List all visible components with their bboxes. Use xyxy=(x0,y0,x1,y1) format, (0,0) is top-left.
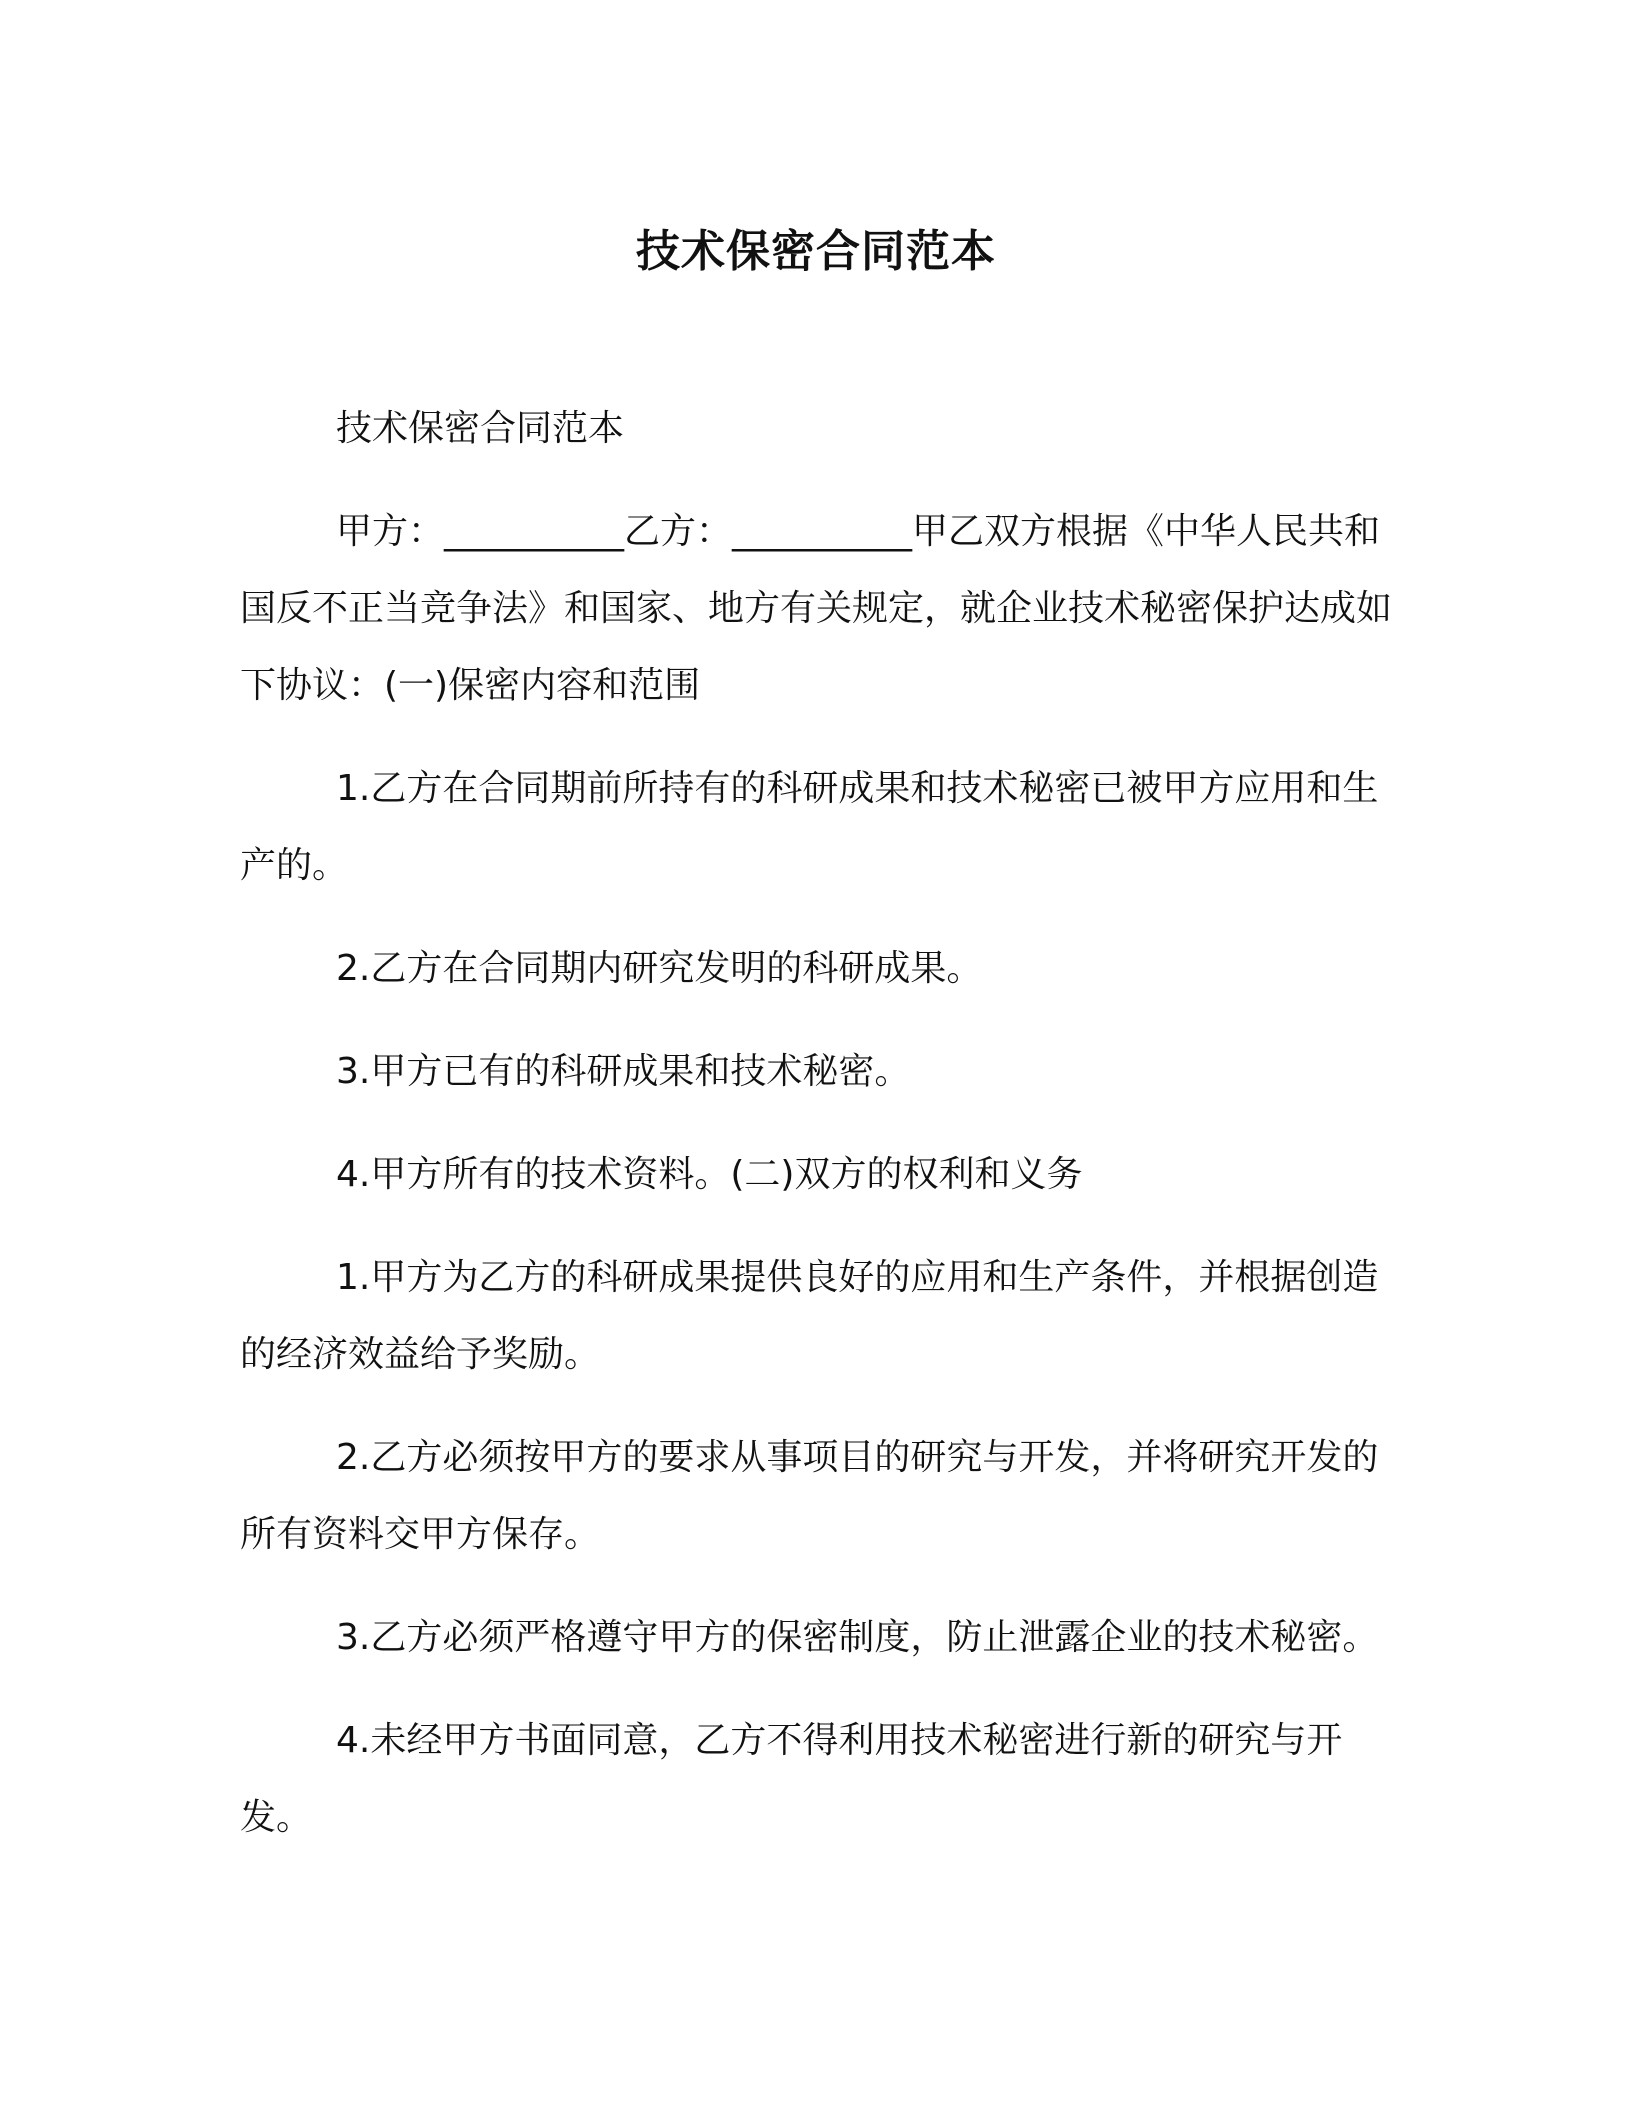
paragraph-scope-4: 4.甲方所有的技术资料。(二)双方的权利和义务 xyxy=(336,1154,1083,1195)
paragraph-rights-1: 1.甲方为乙方的科研成果提供良好的应用和生产条件，并根据创造的经济效益给予奖励。 xyxy=(240,1257,1379,1375)
paragraph-parties: 甲方：__________乙方：__________甲乙双方根据《中华人民共和国反不正当竞争法》和国家、地方有关规定，就企业技术秘密保护达成如下协议：(一)保密内容和范围 xyxy=(240,511,1393,706)
paragraph-scope-2: 2.乙方在合同期内研究发明的科研成果。 xyxy=(336,948,983,989)
paragraph-scope-3: 3.甲方已有的科研成果和技术秘密。 xyxy=(336,1051,911,1092)
paragraph-rights-2: 2.乙方必须按甲方的要求从事项目的研究与开发，并将研究开发的所有资料交甲方保存。 xyxy=(240,1437,1379,1555)
paragraph-scope-1: 1.乙方在合同期前所持有的科研成果和技术秘密已被甲方应用和生产的。 xyxy=(240,768,1379,886)
paragraph-rights-4: 4.未经甲方书面同意，乙方不得利用技术秘密进行新的研究与开发。 xyxy=(240,1720,1343,1838)
document-body xyxy=(240,390,1392,1882)
paragraph-subtitle: 技术保密合同范本 xyxy=(336,408,625,449)
document-title: 技术保密合同范本 xyxy=(636,226,996,277)
paragraph-rights-3: 3.乙方必须严格遵守甲方的保密制度，防止泄露企业的技术秘密。 xyxy=(336,1617,1379,1658)
